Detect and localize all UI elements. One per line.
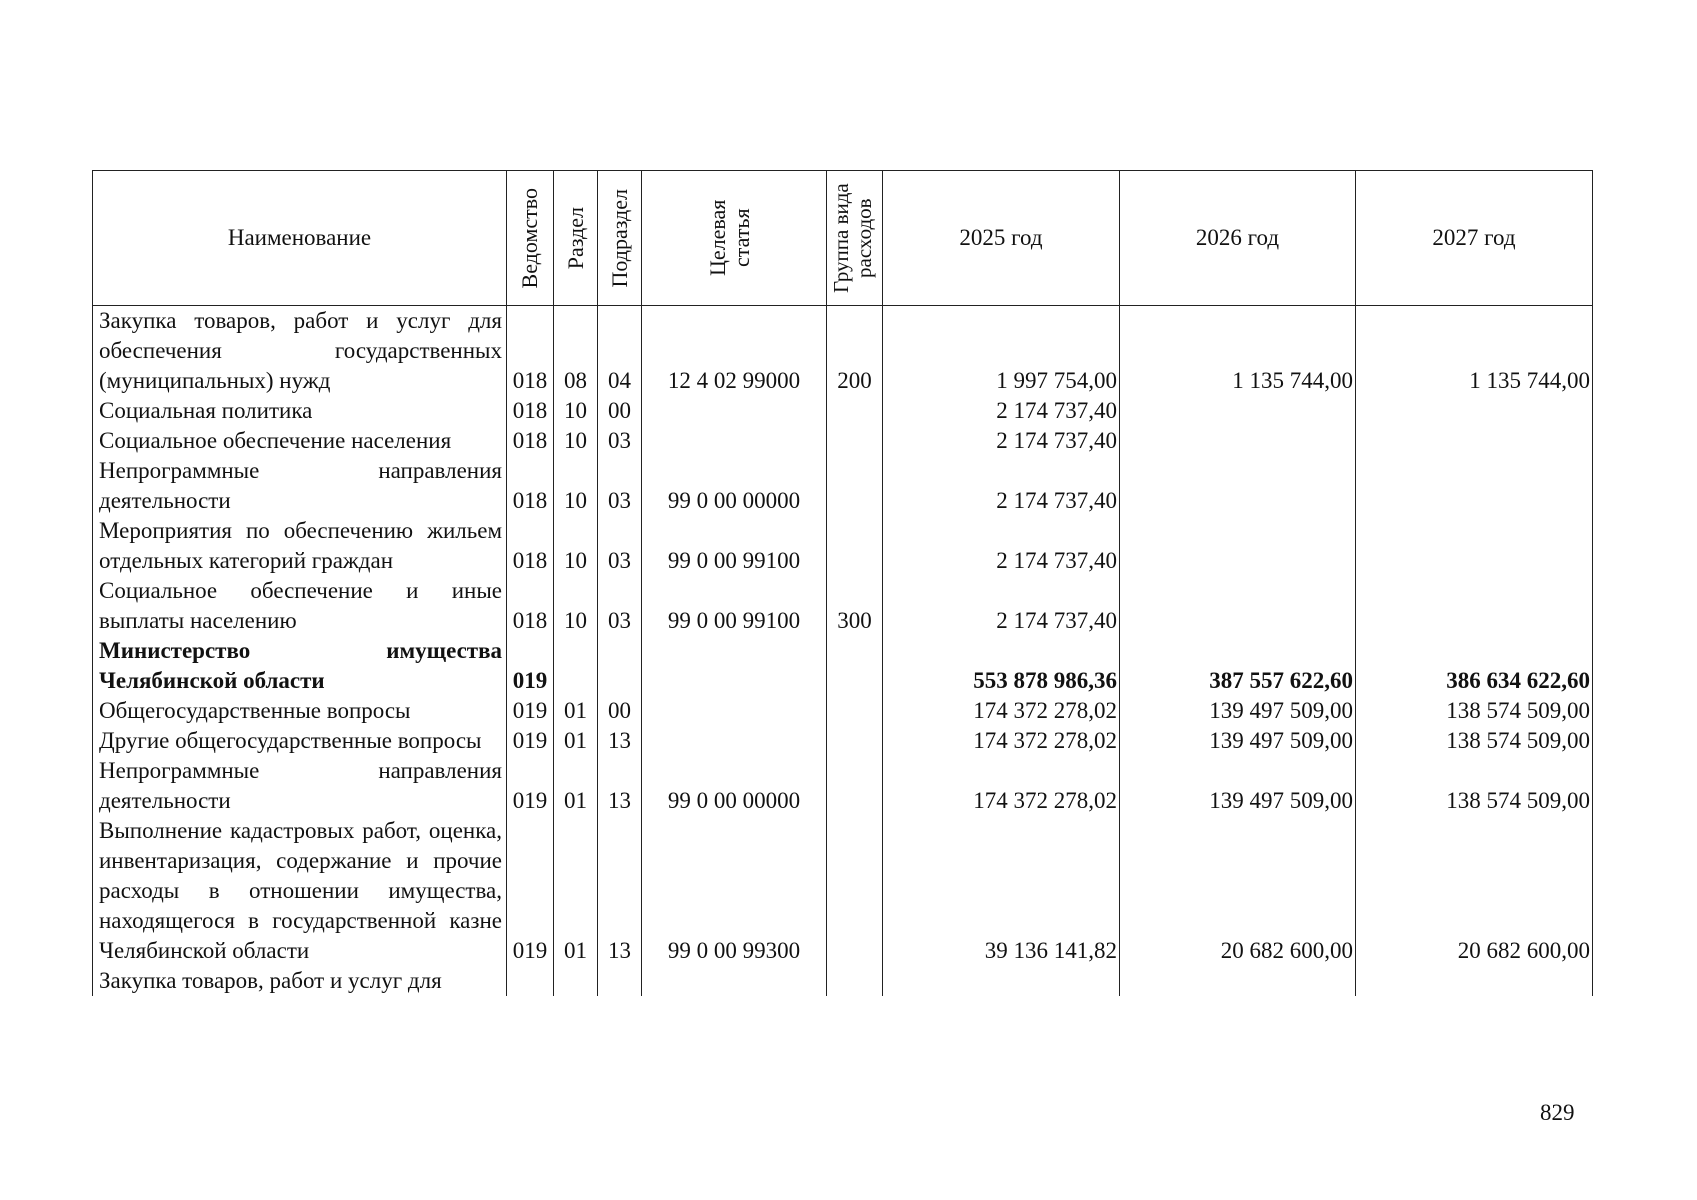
page-number: 829 xyxy=(1540,1100,1575,1125)
cell-expense-group: 300 xyxy=(827,576,883,636)
cell-department: 018 xyxy=(507,426,554,456)
cell-year-2025: 39 136 141,82 xyxy=(883,816,1120,966)
cell-target-article: 99 0 00 00000 xyxy=(642,756,827,816)
cell-section: 01 xyxy=(554,726,598,756)
cell-year-2026: 139 497 509,00 xyxy=(1120,726,1356,756)
cell-expense-group xyxy=(827,426,883,456)
cell-year-2027 xyxy=(1356,396,1593,426)
cell-year-2026 xyxy=(1120,966,1356,996)
table-row xyxy=(93,456,1593,516)
cell-target-article xyxy=(642,396,827,426)
cell-expense-group xyxy=(827,966,883,996)
cell-section: 10 xyxy=(554,576,598,636)
cell-department: 019 xyxy=(507,816,554,966)
cell-target-article: 99 0 00 99300 xyxy=(642,816,827,966)
table-row xyxy=(93,816,1593,966)
cell-name: Мероприятия по обеспечению жильем отдельных категорий граждан xyxy=(93,516,507,576)
cell-year-2027 xyxy=(1356,966,1593,996)
cell-year-2027 xyxy=(1356,516,1593,576)
cell-year-2027 xyxy=(1356,456,1593,516)
cell-expense-group xyxy=(827,756,883,816)
cell-target-article xyxy=(642,426,827,456)
header-target-article: Целевая статья xyxy=(642,171,827,306)
cell-section: 10 xyxy=(554,426,598,456)
cell-department: 018 xyxy=(507,576,554,636)
table-row xyxy=(93,636,1593,696)
cell-department: 018 xyxy=(507,456,554,516)
cell-year-2026 xyxy=(1120,516,1356,576)
cell-subsection: 03 xyxy=(598,516,642,576)
cell-subsection xyxy=(598,966,642,996)
cell-department: 019 xyxy=(507,636,554,696)
cell-target-article: 12 4 02 99000 xyxy=(642,306,827,397)
budget-table xyxy=(92,170,1593,996)
cell-name: Закупка товаров, работ и услуг для xyxy=(93,966,507,996)
table-row xyxy=(93,756,1593,816)
cell-year-2025: 1 997 754,00 xyxy=(883,306,1120,397)
cell-subsection: 04 xyxy=(598,306,642,397)
cell-year-2025: 553 878 986,36 xyxy=(883,636,1120,696)
cell-department: 018 xyxy=(507,516,554,576)
cell-year-2026 xyxy=(1120,576,1356,636)
cell-year-2026: 1 135 744,00 xyxy=(1120,306,1356,397)
cell-subsection: 13 xyxy=(598,816,642,966)
cell-department: 019 xyxy=(507,726,554,756)
header-year-2025: 2025 год xyxy=(883,171,1120,306)
header-section: Раздел xyxy=(554,171,598,306)
cell-expense-group xyxy=(827,516,883,576)
cell-year-2025: 2 174 737,40 xyxy=(883,396,1120,426)
cell-year-2027: 138 574 509,00 xyxy=(1356,756,1593,816)
table-row xyxy=(93,306,1593,397)
table-row xyxy=(93,966,1593,996)
cell-year-2026 xyxy=(1120,396,1356,426)
cell-target-article xyxy=(642,636,827,696)
cell-name: Закупка товаров, работ и услуг для обеспечения государственных (муниципальных) нужд xyxy=(93,306,507,397)
cell-expense-group xyxy=(827,696,883,726)
table-row xyxy=(93,516,1593,576)
header-expense-group: Группа вида расходов xyxy=(827,171,883,306)
header-name: Наименование xyxy=(93,171,507,306)
table-body xyxy=(93,306,1593,997)
cell-subsection: 00 xyxy=(598,696,642,726)
cell-year-2027 xyxy=(1356,576,1593,636)
cell-year-2025: 174 372 278,02 xyxy=(883,696,1120,726)
cell-section: 01 xyxy=(554,696,598,726)
cell-subsection: 00 xyxy=(598,396,642,426)
cell-expense-group: 200 xyxy=(827,306,883,397)
header-subsection: Подраздел xyxy=(598,171,642,306)
cell-target-article xyxy=(642,966,827,996)
cell-target-article: 99 0 00 99100 xyxy=(642,576,827,636)
cell-year-2027: 386 634 622,60 xyxy=(1356,636,1593,696)
cell-department xyxy=(507,966,554,996)
cell-department: 018 xyxy=(507,396,554,426)
cell-year-2026: 20 682 600,00 xyxy=(1120,816,1356,966)
table-row xyxy=(93,696,1593,726)
cell-subsection: 03 xyxy=(598,576,642,636)
cell-section: 01 xyxy=(554,756,598,816)
cell-name: Непрограммные направления деятельности xyxy=(93,756,507,816)
cell-expense-group xyxy=(827,816,883,966)
cell-section xyxy=(554,966,598,996)
cell-year-2025: 2 174 737,40 xyxy=(883,426,1120,456)
cell-subsection xyxy=(598,636,642,696)
cell-section xyxy=(554,636,598,696)
table-row xyxy=(93,726,1593,756)
cell-name: Социальная политика xyxy=(93,396,507,426)
cell-year-2025: 2 174 737,40 xyxy=(883,456,1120,516)
cell-target-article xyxy=(642,726,827,756)
cell-name: Министерство имущества Челябинской области xyxy=(93,636,507,696)
cell-target-article: 99 0 00 99100 xyxy=(642,516,827,576)
cell-department: 019 xyxy=(507,756,554,816)
cell-subsection: 03 xyxy=(598,456,642,516)
cell-year-2026: 387 557 622,60 xyxy=(1120,636,1356,696)
header-department: Ведомство xyxy=(507,171,554,306)
cell-year-2027: 138 574 509,00 xyxy=(1356,696,1593,726)
cell-year-2026 xyxy=(1120,426,1356,456)
table-row xyxy=(93,396,1593,426)
cell-department: 019 xyxy=(507,696,554,726)
header-year-2027: 2027 год xyxy=(1356,171,1593,306)
cell-expense-group xyxy=(827,636,883,696)
cell-subsection: 13 xyxy=(598,726,642,756)
cell-section: 10 xyxy=(554,456,598,516)
cell-year-2025: 174 372 278,02 xyxy=(883,726,1120,756)
header-year-2026: 2026 год xyxy=(1120,171,1356,306)
cell-year-2025: 2 174 737,40 xyxy=(883,576,1120,636)
cell-subsection: 03 xyxy=(598,426,642,456)
cell-year-2025: 174 372 278,02 xyxy=(883,756,1120,816)
cell-expense-group xyxy=(827,456,883,516)
cell-year-2027 xyxy=(1356,426,1593,456)
cell-year-2026 xyxy=(1120,456,1356,516)
cell-year-2026: 139 497 509,00 xyxy=(1120,696,1356,726)
cell-name: Выполнение кадастровых работ, оценка, инвентаризация, содержание и прочие расходы в отношении имущества, находящегося в государственной казне Челябинской области xyxy=(93,816,507,966)
cell-expense-group xyxy=(827,726,883,756)
cell-year-2025 xyxy=(883,966,1120,996)
cell-year-2027: 138 574 509,00 xyxy=(1356,726,1593,756)
cell-year-2025: 2 174 737,40 xyxy=(883,516,1120,576)
cell-subsection: 13 xyxy=(598,756,642,816)
table-header-row xyxy=(93,171,1593,306)
cell-name: Общегосударственные вопросы xyxy=(93,696,507,726)
cell-department: 018 xyxy=(507,306,554,397)
table-row xyxy=(93,576,1593,636)
cell-section: 08 xyxy=(554,306,598,397)
cell-section: 01 xyxy=(554,816,598,966)
cell-year-2027: 20 682 600,00 xyxy=(1356,816,1593,966)
cell-year-2027: 1 135 744,00 xyxy=(1356,306,1593,397)
cell-section: 10 xyxy=(554,396,598,426)
cell-name: Социальное обеспечение населения xyxy=(93,426,507,456)
cell-name: Непрограммные направления деятельности xyxy=(93,456,507,516)
cell-year-2026: 139 497 509,00 xyxy=(1120,756,1356,816)
cell-name: Социальное обеспечение и иные выплаты населению xyxy=(93,576,507,636)
table-row xyxy=(93,426,1593,456)
cell-target-article: 99 0 00 00000 xyxy=(642,456,827,516)
cell-section: 10 xyxy=(554,516,598,576)
cell-target-article xyxy=(642,696,827,726)
cell-expense-group xyxy=(827,396,883,426)
cell-name: Другие общегосударственные вопросы xyxy=(93,726,507,756)
